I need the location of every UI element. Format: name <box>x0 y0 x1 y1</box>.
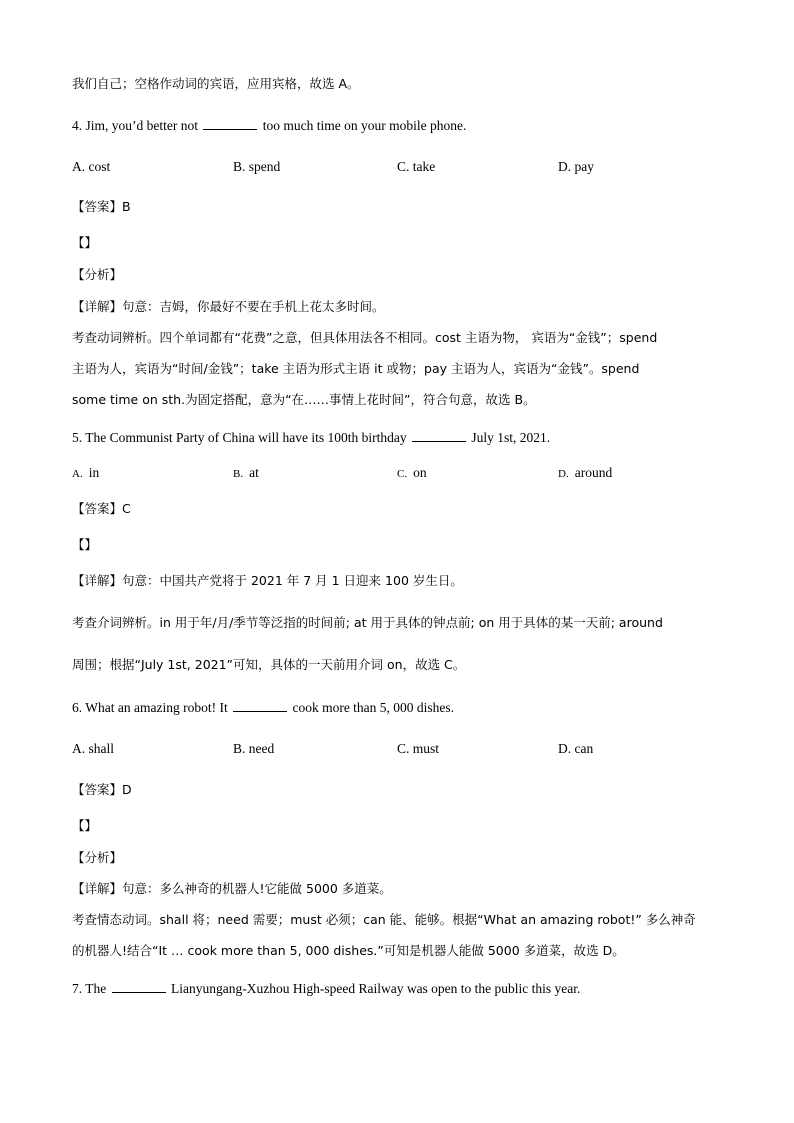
q4-option-d: D. pay <box>558 159 594 174</box>
question-7 <box>72 980 580 997</box>
q6-option-d: D. can <box>558 741 594 756</box>
question-7-stem-end: Lianyungang-Xuzhou High-speed Railway was open to the public this year. <box>171 981 581 996</box>
q6-explanation-2: 的机器人!结合“It … cook more than 5, 000 dishes.”可知是机器人能做 5000 多道菜，故选 D。 <box>72 943 625 958</box>
q5-option-a: A. in <box>72 465 100 480</box>
q5-option-b: B. at <box>233 465 259 480</box>
question-5-stem: 5. The Communist Party of China will have its 100th birthday <box>72 430 407 445</box>
q4-option-b: B. spend <box>233 159 281 174</box>
q4-option-a: A. cost <box>72 159 111 174</box>
q4-analysis: 【分析】 <box>72 267 123 282</box>
q5-detail: 【详解】句意：中国共产党将于 2021 年 7 月 1 日迎来 100 岁生日。 <box>72 573 463 588</box>
q5-option-d: D. around <box>558 465 613 480</box>
q4-explanation-3: some time on sth.为固定搭配，意为“在……事情上花时间”，符合句意，故选 B。 <box>72 392 536 407</box>
q6-option-c: C. must <box>397 741 440 756</box>
explanation-tail: 我们自己；空格作动词的宾语，应用宾格，故选 A。 <box>72 76 360 91</box>
q4-explanation-2: 主语为人，宾语为“时间/金钱”；take 主语为形式主语 it 或物；pay 主语为人，宾语为“金钱”。spend <box>72 361 640 376</box>
q6-option-b: B. need <box>233 741 275 756</box>
q5-explanation-2: 周围；根据“July 1st, 2021”可知，具体的一天前用介词 on，故选 C。 <box>72 657 466 672</box>
q6-answer: 【答案】D <box>72 782 132 797</box>
q5-answer: 【答案】C <box>72 501 131 516</box>
question-4 <box>72 117 466 134</box>
answer-blank <box>233 699 287 712</box>
q6-detail: 【详解】句意：多么神奇的机器人!它能做 5000 多道菜。 <box>72 881 392 896</box>
q5-explanation-1: 考查介词辨析。in 用于年/月/季节等泛指的时间前; at 用于具体的钟点前; on 用于具体的某一天前; around <box>72 615 663 630</box>
question-6-stem-end: cook more than 5, 000 dishes. <box>292 700 455 715</box>
q4-bracket: 【】 <box>72 235 98 250</box>
question-6 <box>72 699 454 716</box>
q6-explanation-1: 考查情态动词。shall 将；need 需要；must 必须；can 能、能够。根据“What an amazing robot!” 多么神奇 <box>72 912 696 927</box>
q6-analysis: 【分析】 <box>72 850 123 865</box>
q6-option-a: A. shall <box>72 741 114 756</box>
q4-detail: 【详解】句意：吉姆，你最好不要在手机上花太多时间。 <box>72 299 385 314</box>
question-6-stem: 6. What an amazing robot! It <box>72 700 228 715</box>
q4-explanation-1: 考查动词辨析。四个单词都有“花费”之意，但具体用法各不相同。cost 主语为物， 宾语为“金钱”；spend <box>72 330 658 345</box>
question-5 <box>72 429 550 446</box>
question-5-stem-end: July 1st, 2021. <box>471 430 551 445</box>
question-4-stem: 4. Jim, you’d better not <box>72 118 198 133</box>
q5-option-c: C. on <box>397 465 427 480</box>
q5-bracket: 【】 <box>72 537 98 552</box>
q4-option-c: C. take <box>397 159 436 174</box>
answer-blank <box>203 117 257 130</box>
q6-bracket: 【】 <box>72 818 98 833</box>
question-4-stem-end: too much time on your mobile phone. <box>262 118 467 133</box>
q4-answer: 【答案】B <box>72 199 131 214</box>
question-7-stem: 7. The <box>72 981 107 996</box>
answer-blank <box>112 980 166 993</box>
answer-blank <box>412 429 466 442</box>
